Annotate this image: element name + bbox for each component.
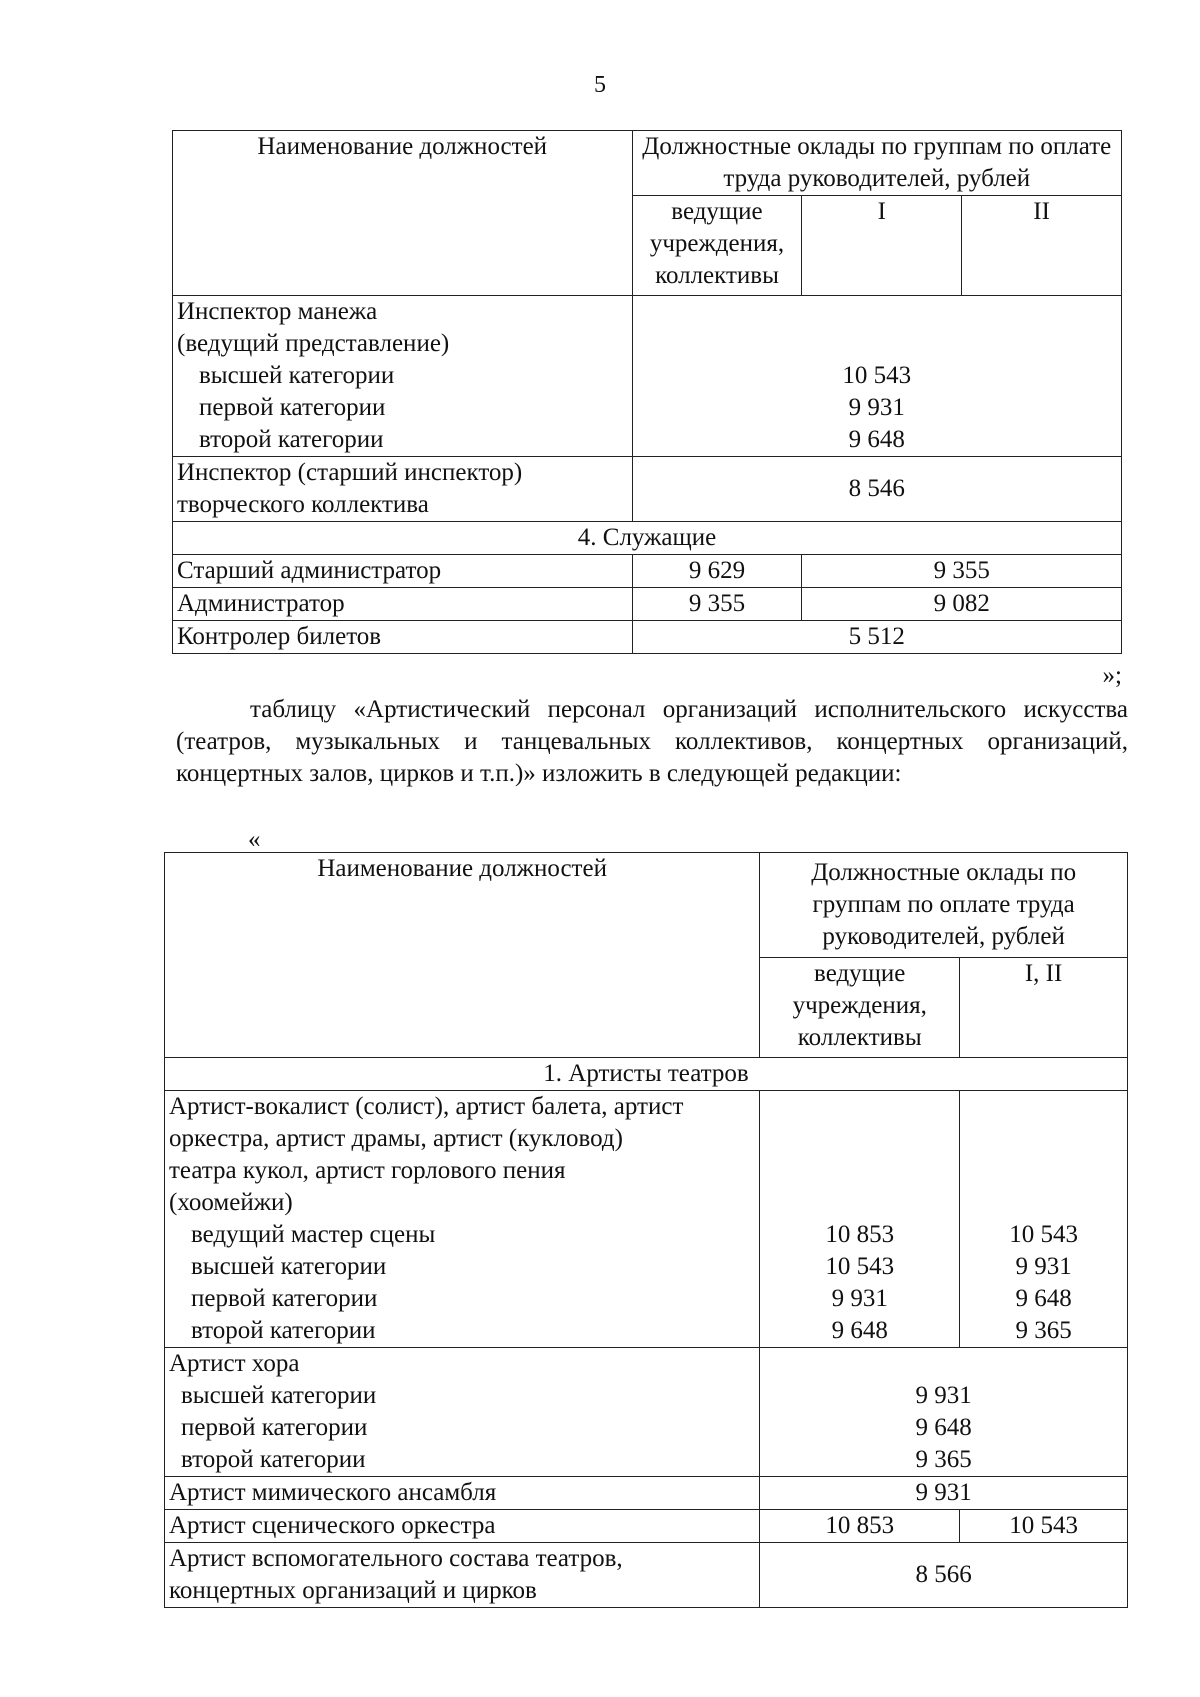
page-number: 5: [594, 72, 606, 98]
section-heading: 1. Артисты театров: [165, 1058, 1128, 1091]
row-label: Контролер билетов: [173, 621, 633, 654]
row-label: высшей категории: [191, 1253, 387, 1280]
row-label: концертных организаций и цирков: [169, 1577, 537, 1604]
row-value: 9 365: [1015, 1317, 1072, 1344]
row-label: (ведущий представление): [177, 330, 450, 357]
row-label: Администратор: [173, 588, 633, 621]
row-label: второй категории: [199, 426, 384, 453]
table2-header-name: Наименование должностей: [165, 853, 760, 1058]
row-label: первой категории: [181, 1414, 368, 1441]
row-label: второй категории: [191, 1317, 376, 1344]
table-row: [173, 457, 1122, 522]
body-paragraph: таблицу «Артистический персонал организаций исполнительского искусства (театров, музыкальных и танцевальных коллективов, концертных организаций, концертных залов, цирков и т.п.)» изложить в следующей редакции:: [176, 696, 1128, 787]
row-label: Артист вспомогательного состава театров,: [169, 1545, 623, 1572]
row-value: 9 931: [915, 1382, 972, 1409]
table2-header-salary: Должностные оклады по группам по оплате труда руководителей, рублей: [760, 853, 1128, 958]
row-value: 9 648: [831, 1317, 888, 1344]
table-row: [165, 1510, 1128, 1543]
row-value: 5 512: [632, 621, 1122, 654]
row-label: Инспектор (старший инспектор): [177, 459, 523, 486]
row-label: Инспектор манежа: [177, 298, 378, 325]
row-value: 8 546: [632, 457, 1122, 522]
table-row: [173, 555, 1122, 588]
row-label: Артист мимического ансамбля: [165, 1477, 760, 1510]
table-row: [165, 1477, 1128, 1510]
row-value: 10 853: [760, 1510, 960, 1543]
section-heading: 4. Служащие: [173, 522, 1122, 555]
table-row: [173, 621, 1122, 654]
row-label: первой категории: [191, 1285, 378, 1312]
opening-quote: «: [248, 826, 261, 853]
row-value: 9 648: [915, 1414, 972, 1441]
row-value: 9 931: [1015, 1253, 1072, 1280]
row-label: Артист-вокалист (солист), артист балета, артист оркестра, артист драмы, артист (кукловод) театра кукол, артист горлового пения (хоомейжи): [169, 1093, 684, 1216]
row-value: 9 931: [831, 1285, 888, 1312]
row-label: Старший администратор: [173, 555, 633, 588]
row-value: 10 543: [1009, 1221, 1078, 1248]
row-value: 9 931: [848, 394, 905, 421]
row-value: 10 543: [960, 1510, 1128, 1543]
row-label: высшей категории: [181, 1382, 377, 1409]
row-value: 10 543: [825, 1253, 895, 1280]
table1-sub-leading: ведущие учреждения, коллективы: [632, 196, 802, 296]
table1-sub-ii: II: [962, 196, 1122, 296]
row-value: 9 082: [802, 588, 1122, 621]
row-value: 9 648: [848, 426, 905, 453]
row-label: Артист сценического оркестра: [165, 1510, 760, 1543]
row-value: 10 543: [842, 362, 912, 389]
row-value: 8 566: [760, 1543, 1128, 1608]
row-value: 9 355: [802, 555, 1122, 588]
salary-table-artists: [164, 852, 1128, 1608]
row-value: 9 648: [1015, 1285, 1072, 1312]
table1-header-name: Наименование должностей: [173, 131, 633, 296]
table-row: [165, 1091, 1128, 1348]
table1-header-salary: Должностные оклады по группам по оплате труда руководителей, рублей: [632, 131, 1122, 196]
row-label: Артист хора: [169, 1350, 300, 1377]
row-value: 9 355: [632, 588, 802, 621]
row-label: высшей категории: [199, 362, 395, 389]
table-row: [165, 1348, 1128, 1477]
table2-sub-leading: ведущие учреждения, коллективы: [760, 958, 960, 1058]
row-label: первой категории: [199, 394, 386, 421]
row-value: 9 629: [632, 555, 802, 588]
row-label: второй категории: [181, 1446, 366, 1473]
row-value: 9 365: [915, 1446, 972, 1473]
row-value: 10 853: [825, 1221, 895, 1248]
closing-quote: »;: [1102, 662, 1122, 689]
table-row: [173, 296, 1122, 457]
table1-sub-i: I: [802, 196, 962, 296]
table-row: [173, 588, 1122, 621]
table-row: [165, 1543, 1128, 1608]
row-value: 9 931: [760, 1477, 1128, 1510]
row-label: ведущий мастер сцены: [191, 1221, 436, 1248]
table2-sub-i-ii: I, II: [960, 958, 1128, 1058]
salary-table-employees: [172, 130, 1122, 654]
row-label: творческого коллектива: [177, 491, 429, 518]
